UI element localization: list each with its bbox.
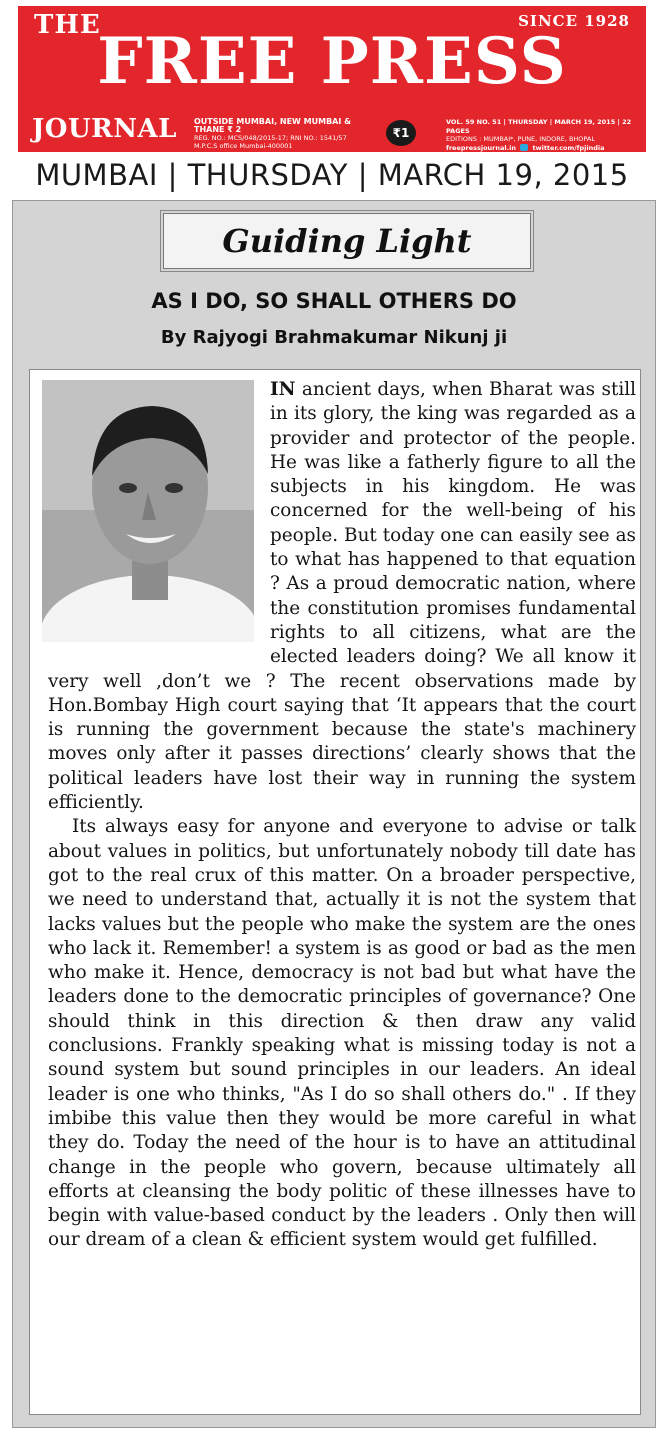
paragraph-2: Its always easy for anyone and everyone to advise or talk about values in politics, but unfortunately nobody till date has got to the real crux of this matter. On a broader perspective, we need to understand that, actually it is not the system that lacks values but the people who make the system are the ones who lack it. Remember! a system is as good or bad as the men who make it. Hence, democracy is not bad but what have the leaders done to the democratic principles of governance? One should think in this direction & then draw any valid conclusions. Frankly speaking what is missing today is not a sound system but sound principles in our leaders. An ideal leader is one who thinks, "As I do so shall others do." . If they imbibe this value then they would be more careful in what they do. Today the need of the hour is to have an attitudinal change in the people who govern, because ultimately all efforts at cleansing the body politic of these illnesses have to begin with value-based conduct by the leaders . Only then will our dream of a clean & efficient system would get fulfilled. — [48, 816, 636, 1251]
price-badge: ₹1 — [386, 120, 416, 146]
article-panel — [12, 200, 656, 1428]
editions-line: EDITIONS : MUMBAI*, PUNE, INDORE, BHOPAL — [446, 135, 595, 143]
outside-price-note: OUTSIDE MUMBAI, NEW MUMBAI & THANE ₹ 2 — [194, 117, 352, 134]
masthead-the: THE — [34, 10, 101, 40]
masthead-since: SINCE 1928 — [518, 12, 630, 30]
article-body — [29, 369, 641, 1415]
masthead-issue-info — [446, 118, 642, 152]
section-title: Guiding Light — [163, 213, 531, 269]
masthead-registration — [194, 118, 380, 150]
article-text — [48, 378, 636, 1253]
dateline: MUMBAI | THURSDAY | MARCH 19, 2015 — [35, 158, 629, 192]
twitter-link[interactable]: twitter.com/fpjindia — [532, 143, 605, 152]
reg-line-1: REG. NO.: MCS/048/2015-17; RNI NO.: 1541/57 — [194, 134, 347, 142]
masthead — [18, 6, 646, 152]
paragraph-1-text: ancient days, when Bharat was still in its glory, the king was regarded as a provider and protector of the people. He was like a fatherly figure to all the subjects in his kingdom. He was concerned for the well-being of his people. But today one can easily see as to what has happened to that equation ? As a proud democratic nation, where the constitution promises fundamental rights to all citizens, what are the elected leaders doing? We all know it very well ,don’t we ? The recent observations made by Hon.Bombay High court saying that ‘It appears that the court is running the government because the state's machinery moves only after it passes directions’ clearly shows that the political leaders have lost their way in running the system efficiently. — [48, 379, 636, 814]
website-link[interactable]: freepressjournal.in — [446, 143, 516, 152]
article-byline: By Rajyogi Brahmakumar Nikunj ji — [160, 327, 508, 348]
web-line — [446, 144, 642, 153]
reg-line-2: M.P.C.S office Mumbai-400001 — [194, 142, 293, 150]
volume-line: VOL. 59 NO. 51 | THURSDAY | MARCH 19, 2015 | 22 PAGES — [446, 118, 632, 135]
masthead-title: FREE PRESS — [97, 24, 567, 99]
twitter-icon — [520, 144, 528, 151]
masthead-journal: JOURNAL — [32, 114, 177, 144]
article-headline: AS I DO, SO SHALL OTHERS DO — [151, 289, 517, 313]
lead-word: IN — [270, 379, 296, 400]
